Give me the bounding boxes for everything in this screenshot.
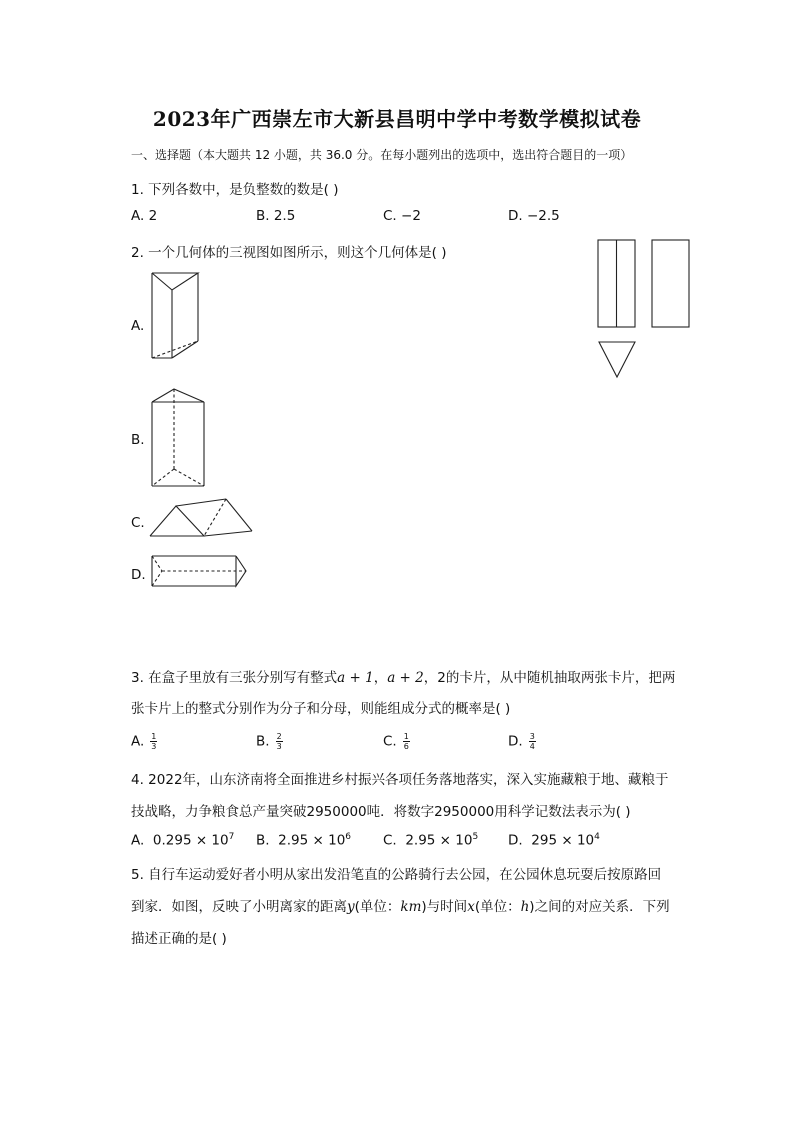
section-heading: 一、选择题（本大题共 12 小题，共 36.0 分。在每小题列出的选项中，选出符合题目的一项） [131, 148, 633, 162]
three-view-figure [594, 236, 694, 384]
top-view-triangle [599, 342, 635, 377]
q1-option-b: B. 2.5 [256, 208, 296, 224]
q2-option-c-label: C. [131, 515, 145, 531]
q3-option-b: B. $\frac{2}{3}$ [256, 732, 282, 751]
q5-stem-line2: 到家．如图，反映了小明离家的距离y(单位：km)与时间x(单位：h)之间的对应关系．下列 [131, 899, 670, 915]
q4-option-b: B. $2.95 \times 10^6$ [256, 832, 352, 849]
q5-stem-line1: 5. 自行车运动爱好者小明从家出发沿笔直的公路骑行去公园，在公园休息玩耍后按原路回 [131, 867, 662, 883]
prism-a-figure [146, 268, 216, 368]
q1-option-a: A. 2 [131, 208, 158, 224]
q1-option-c: C. −2 [383, 208, 421, 224]
page-title: 2023年广西崇左市大新县昌明中学中考数学模拟试卷 [152, 107, 642, 131]
q2-option-a-label: A. [131, 318, 145, 334]
q3-stem-line1: 3. 在盒子里放有三张分别写有整式a + 1，a + 2，2的卡片，从中随机抽取两张卡片，把两 [131, 670, 676, 686]
q3-option-a: A. $\frac{1}{3}$ [131, 732, 157, 751]
q3-option-c: C. $\frac{1}{6}$ [383, 732, 409, 751]
q2-stem: 2. 一个几何体的三视图如图所示，则这个几何体是( ) [131, 245, 447, 261]
q1-stem: 1. 下列各数中，是负整数的数是( ) [131, 182, 339, 198]
q2-option-b-label: B. [131, 432, 145, 448]
q4-option-d: D. $295 \times 10^4$ [508, 832, 600, 849]
side-view-rect [652, 240, 689, 327]
q4-stem-line1: 4. 2022年，山东济南将全面推进乡村振兴各项任务落地落实，深入实施藏粮于地、藏粮于 [131, 772, 669, 788]
q5-stem-line3: 描述正确的是( ) [131, 931, 227, 947]
q4-option-a: A. $0.295 \times 10^7$ [131, 832, 235, 849]
q2-option-d-label: D. [131, 567, 146, 583]
q4-stem-line2: 技战略，力争粮食总产量突破2950000吨．将数字2950000用科学记数法表示为( ) [131, 804, 631, 820]
q3-stem-line2: 张卡片上的整式分别作为分子和分母，则能组成分式的概率是( ) [131, 701, 511, 717]
q1-option-d: D. −2.5 [508, 208, 560, 224]
prism-b-figure [146, 385, 216, 493]
prism-d-figure [146, 552, 252, 592]
prism-c-figure [146, 496, 256, 542]
q4-option-c: C. $2.95 \times 10^5$ [383, 832, 479, 849]
q3-option-d: D. $\frac{3}{4}$ [508, 732, 535, 751]
